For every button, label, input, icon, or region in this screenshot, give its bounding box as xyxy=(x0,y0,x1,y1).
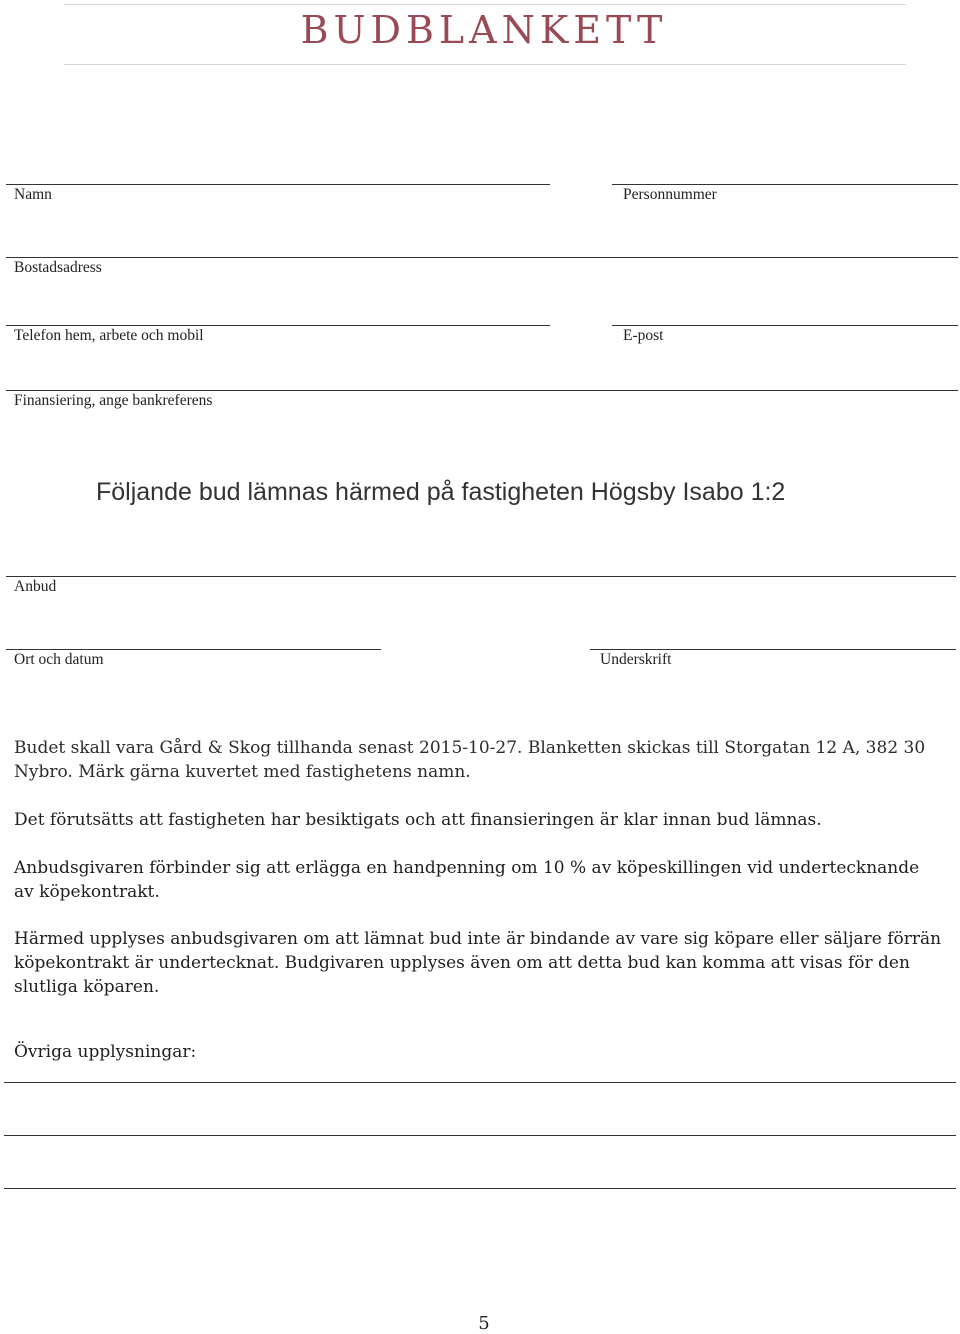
phone-field[interactable] xyxy=(6,325,550,326)
title-rule-bottom xyxy=(64,64,906,65)
terms-deposit: Anbudsgivaren förbinder sig att erlägga en handpenning om 10 % av köpeskillingen vid undertecknande av köpekontrakt. xyxy=(14,858,920,902)
personal-number-field[interactable] xyxy=(612,184,958,185)
personal-number-label: Personnummer xyxy=(623,186,717,203)
place-date-label: Ort och datum xyxy=(14,651,104,668)
other-info-line-3[interactable] xyxy=(4,1188,956,1189)
other-info-label: Övriga upplysningar: xyxy=(14,1042,197,1062)
financing-field[interactable] xyxy=(6,390,958,391)
terms-deadline: Budet skall vara Gård & Skog tillhanda senast 2015-10-27. Blanketten skickas till Storgatan 12 A, 382 30 Nybro. Märk gärna kuvertet med fastighetens namn. xyxy=(14,738,926,782)
address-label: Bostadsadress xyxy=(14,259,102,276)
bid-label: Anbud xyxy=(14,578,57,595)
phone-label: Telefon hem, arbete och mobil xyxy=(14,327,204,344)
bid-heading: Följande bud lämnas härmed på fastigheten Högsby Isabo 1:2 xyxy=(96,478,786,506)
document-title: BUDBLANKETT xyxy=(300,8,668,52)
signature-field[interactable] xyxy=(590,649,956,650)
bid-field[interactable] xyxy=(6,576,956,577)
financing-label: Finansiering, ange bankreferens xyxy=(14,392,213,409)
name-field[interactable] xyxy=(6,184,550,185)
name-label: Namn xyxy=(14,186,52,203)
email-label: E-post xyxy=(623,327,664,344)
email-field[interactable] xyxy=(612,325,958,326)
place-date-field[interactable] xyxy=(6,649,381,650)
other-info-line-2[interactable] xyxy=(4,1135,956,1136)
signature-label: Underskrift xyxy=(600,651,672,668)
other-info-line-1[interactable] xyxy=(4,1082,956,1083)
page-number: 5 xyxy=(478,1313,490,1334)
terms-inspection: Det förutsätts att fastigheten har besiktigats och att finansieringen är klar innan bud lämnas. xyxy=(14,810,822,830)
address-field[interactable] xyxy=(6,257,958,258)
terms-non-binding: Härmed upplyses anbudsgivaren om att lämnat bud inte är bindande av vare sig köpare eller säljare förrän köpekontrakt är undertecknat. Budgivaren upplyses även om att detta bud kan komma att visas för den slutliga köparen. xyxy=(14,929,942,997)
title-rule-top xyxy=(64,4,906,5)
